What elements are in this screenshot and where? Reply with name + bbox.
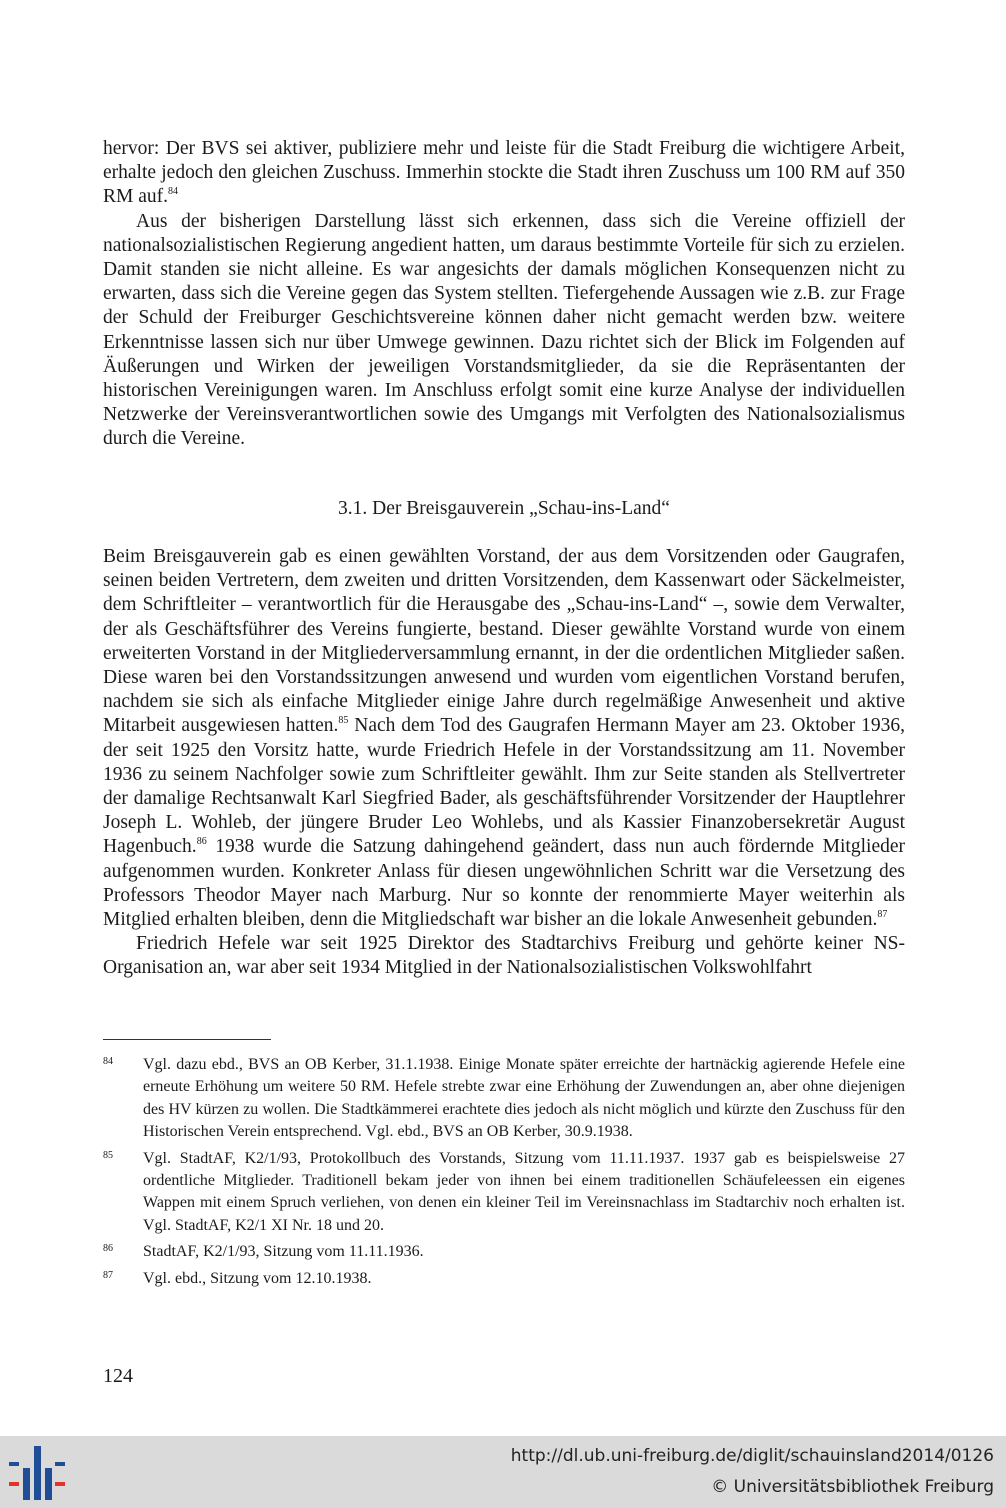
footer-bar	[0, 1436, 1006, 1508]
paragraph-vorstand: Beim Breisgauverein gab es einen gewählten Vorstand, der aus dem Vorsitzenden oder Gaugrafen, seinen beiden Vertretern, dem zweiten und dritten Vorsitzenden, dem Kassenwart oder Säckelmeister, dem Schriftleiter – verantwortlich für die Herausgabe des „Schau-ins-Land“ –, sowie dem Verwalter, der als Geschäftsführer des Vereins fungierte, bestand. Dieser gewählte Vorstand wurde von einem erweiterten Vorstand in der Mitgliederversammlung ernannt, in der die ordentlichen Mitglieder saßen. Diese waren bei den Vorstandssitzungen anwesend und wurden vom eigentlichen Vorstand berufen, nachdem sie sich als einfache Mitglieder einige Jahre durch regelmäßige Anwesenheit und aktive Mitarbeit ausgewiesen hatten.$^{85}$ Nach dem Tod des Gaugrafen Hermann Mayer am 23. Oktober 1936, der seit 1925 den Vorsitz hatte, wurde Friedrich Hefele in der Vorstandssitzung am 11. November 1936 zu seinem Nachfolger sowie zum Schriftleiter gewählt. Ihm zur Seite standen als Stellvertreter der damalige Rechtsanwalt Karl Siegfried Bader, als geschäftsführender Vorsitzender der Hauptlehrer Joseph L. Wohleb, der jüngere Bruder Leo Wohlebs, und als Kassier Finanzobersekretär August Hagenbuch.$^{86}$ 1938 wurde die Satzung dahingehend geändert, dass nun auch fördernde Mitglieder aufgenommen wurden. Konkreter Anlass für diesen ungewöhnlichen Schritt war die Versetzung des Professors Theodor Mayer nach Marburg. Nur so konnte der renommierte Mayer weiterhin als Mitglied erhalten bleiben, denn die Mitgliedschaft war bisher an die lokale Anwesenheit gebunden.$^{87}$	[103, 546, 906, 931]
footnote-item	[103, 1268, 905, 1290]
footnote-item	[103, 1148, 905, 1238]
footnote-number: 85	[103, 1149, 113, 1161]
document-url-link[interactable]: http://dl.ub.uni-freiburg.de/diglit/schauinsland2014/0126	[510, 1446, 994, 1466]
footnote-ref-86[interactable]: 86	[196, 836, 207, 848]
paragraph-analysis: Aus der bisherigen Darstellung lässt sich erkennen, dass sich die Vereine offiziell der nationalsozialistischen Regierung angedient hatten, um daraus bestimmte Vorteile für sich zu erzielen. Damit standen sie nicht alleine. Es war angesichts der damals möglichen Konsequenzen nicht zu erwarten, dass sich die Vereine gegen das System stellten. Tiefergehende Aussagen wie z.B. zur Frage der Schuld der Freiburger Geschichtsvereine können daher nicht gemacht werden bzw. weitere Erkenntnisse lassen sich nur über Umwege gewinnen. Dazu richtet sich der Blick im Folgenden auf Äußerungen und Wirken der jeweiligen Vorstandsmitglieder, da sie die Repräsentanten der historischen Vereinigungen waren. Im Anschluss erfolgt somit eine kurze Analyse der individuellen Netzwerke der Vereinsverantwortlichen sowie des Umgangs mit Verfolgten des Nationalsozialismus durch die Vereine.	[103, 210, 905, 450]
text-block-section	[103, 545, 905, 981]
footnote-text: StadtAF, K2/1/93, Sitzung vom 11.11.1936.	[143, 1243, 424, 1261]
page-number: 124	[103, 1365, 133, 1387]
footnote-number: 86	[103, 1243, 113, 1255]
university-library-logo-icon[interactable]	[9, 1446, 65, 1500]
paragraph-continuation: hervor: Der BVS sei aktiver, publiziere mehr und leiste für die Stadt Freiburg die wichtigere Arbeit, erhalte jedoch den gleichen Zuschuss. Immerhin stockte die Stadt ihren Zuschuss um 100 RM auf 350 RM auf.$^{84}$	[103, 138, 905, 208]
footnote-item	[103, 1241, 905, 1263]
footnote-text: Vgl. StadtAF, K2/1/93, Protokollbuch des Vorstands, Sitzung vom 11.11.1937. 1937 gab es beispielsweise 27 ordentliche Mitglieder. Traditionell bekam jeder von ihnen bei einem traditionellen Schäufeleessen ein eigenes Wappen mit einem Spruch verliehen, von denen ein kleiner Teil im Vereinsnachlass im Stadtarchiv noch erhalten ist. Vgl. StadtAF, K2/1 XI Nr. 18 und 20.	[143, 1149, 905, 1234]
footnote-number: 84	[103, 1056, 113, 1067]
footnote-ref-84[interactable]: 84	[168, 186, 178, 198]
footnote-text: Vgl. ebd., Sitzung vom 12.10.1938.	[143, 1269, 372, 1287]
footnote-text: Vgl. dazu ebd., BVS an OB Kerber, 31.1.1938. Einige Monate später erreichte der hartnäckig agierende Hefele eine erneute Erhöhung um weitere 50 RM. Hefele strebte zwar eine Erhöhung der Zuwendungen an, aber ohne diejenigen des HV kürzen zu wollen. Die Stadtkämmerei erachtete dies jedoch als nicht möglich und kürzte den Zuschuss für den Historischen Verein entsprechend. Vgl. ebd., BVS an OB Kerber, 30.9.1938.	[143, 1056, 905, 1141]
copyright-notice: © Universitätsbibliothek Freiburg	[711, 1477, 994, 1497]
paragraph-hefele: Friedrich Hefele war seit 1925 Direktor des Stadtarchivs Freiburg und gehörte keiner NS-Organisation an, war aber seit 1934 Mitglied in der Nationalsozialistischen Volkswohlfahrt	[103, 933, 905, 979]
section-heading: 3.1. Der Breisgauverein „Schau-ins-Land“	[338, 498, 670, 519]
text-block-intro	[103, 137, 905, 452]
footnote-divider	[103, 1039, 271, 1040]
footnote-number: 87	[103, 1269, 113, 1281]
footnote-ref-87[interactable]: 87	[877, 909, 888, 921]
footnotes-section	[103, 1054, 905, 1294]
footnote-item	[103, 1054, 905, 1144]
footnote-ref-85[interactable]: 85	[338, 715, 349, 727]
